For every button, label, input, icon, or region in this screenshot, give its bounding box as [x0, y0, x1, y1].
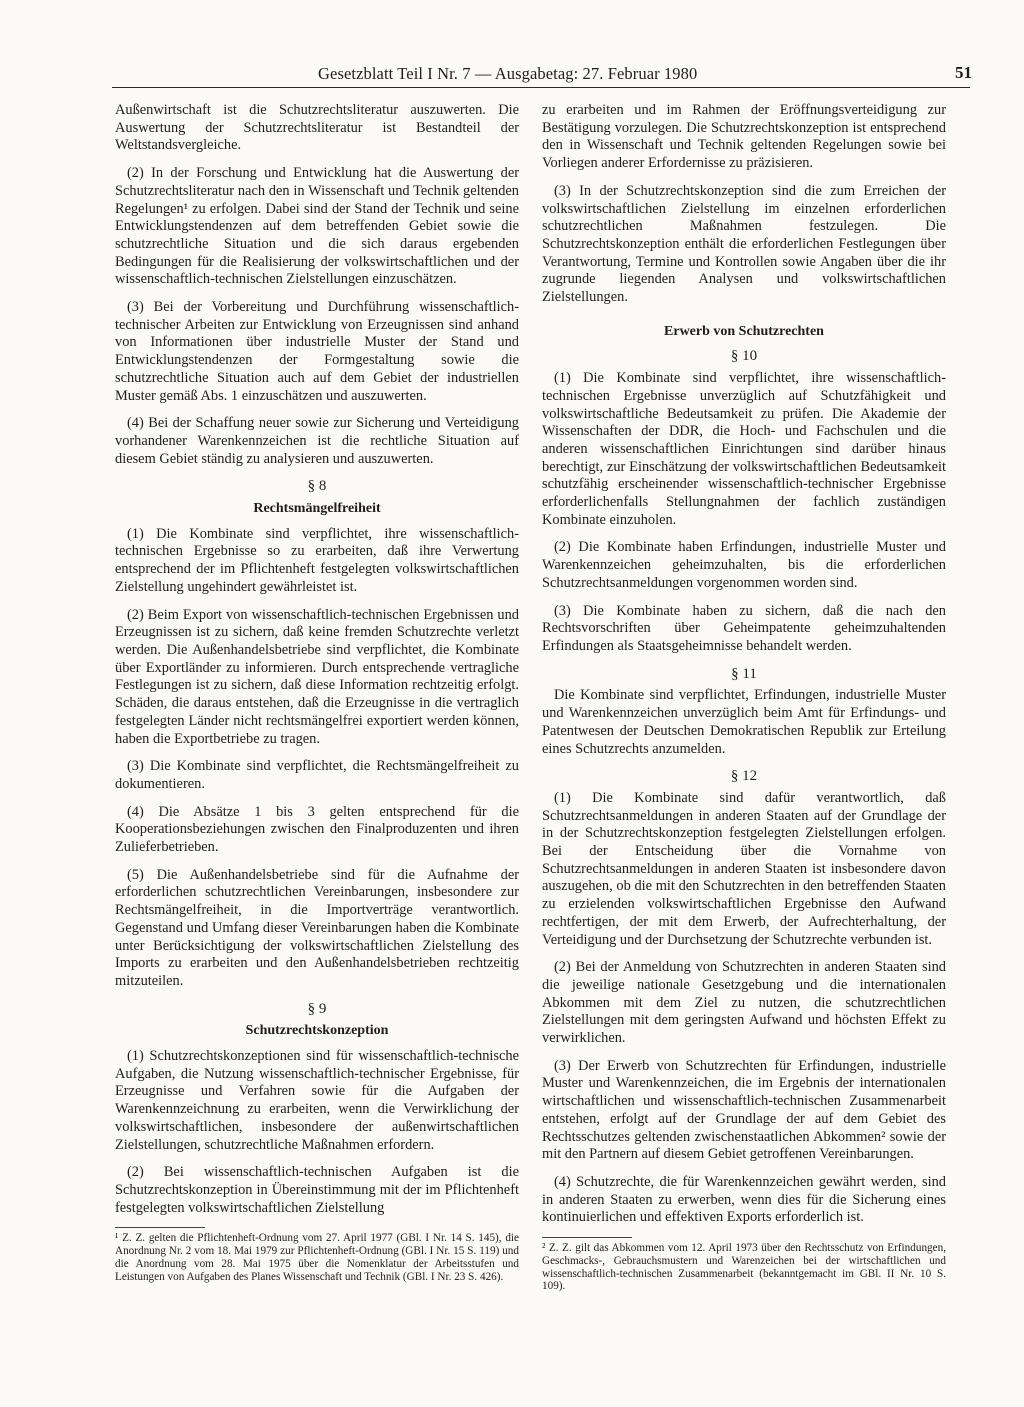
- gazette-title: Gesetzblatt Teil I Nr. 7 — Ausgabetag: 27. Februar 1980: [318, 64, 698, 83]
- paragraph: (1) Die Kombinate sind dafür verantwortlich, daß Schutzrechtsanmeldungen in anderen Staaten auf der Grundlage der in der Schutzrechtskonzeption festgelegten Zielstellungen erfolgen. Bei der Entscheidung über die Vornahme von Schutzrechtsanmeldungen in anderen Staaten ist insbesondere davon auszugehen, ob die mit den Schutzrechten in den betreffenden Staaten zu erzielenden volkswirtschaftlichen Ergebnisse den Aufwand rechtfertigen, der mit dem Erwerb, der Aufrechterhaltung, der Verteidigung und der Durchsetzung der Schutzrechte verbunden ist.: [542, 789, 946, 948]
- chapter-title: Erwerb von Schutzrechten: [664, 323, 824, 339]
- paragraph: (2) Bei wissenschaftlich-technischen Aufgaben ist die Schutzrechtskonzeption in Übereinstimmung mit der im Pflichtenheft festgelegten volkswirtschaftlichen Zielstellung: [115, 1164, 519, 1216]
- page-header: [0, 58, 1024, 88]
- footnote-rule: [115, 1227, 205, 1228]
- footnote: ¹ Z. Z. gelten die Pflichtenheft-Ordnung vom 27. April 1977 (GBl. I Nr. 14 S. 145), die Anordnung Nr. 2 vom 18. Mai 1979 zur Pflichtenheft-Ordnung (GBl. I Nr. 15 S. 119) und die Anordnung vom 28. Mai 1975 über die Nomenklatur der Arbeitsstufen und Leistungen von Aufgaben des Planes Wissenschaft und Technik (GBl. I Nr. 23 S. 426).: [115, 1232, 519, 1283]
- paragraph: (2) Bei der Anmeldung von Schutzrechten in anderen Staaten sind die jeweilige nationale Gesetzgebung und die internationalen Abkommen mit dem Ziel zu nutzen, die schutzrechtlichen Zielstellungen mit dem geringsten Aufwand und höchsten Effekt zu verwirklichen.: [542, 959, 946, 1047]
- right-column: [542, 102, 946, 1303]
- section-number: § 9: [307, 1000, 327, 1017]
- paragraph: (2) Beim Export von wissenschaftlich-technischen Ergebnissen und Erzeugnissen ist zu sichern, daß keine fremden Schutzrechte verletzt werden. Die Außenhandelsbetriebe sind verpflichtet, die Kombinate über Exportländer zu informieren. Durch entsprechende vertragliche Festlegungen ist zu sichern, daß diese Information rechtzeitig erfolgt. Schäden, die daraus entstehen, daß die Erzeugnisse in die vertraglich festgelegten Länder nicht rechtsmängelfrei exportiert werden können, haben die Exportbetriebe zu tragen.: [115, 606, 519, 747]
- paragraph: (4) Die Absätze 1 bis 3 gelten entsprechend für die Kooperationsbeziehungen zwischen den Finalproduzenten und ihren Zulieferbetrieben.: [115, 803, 519, 856]
- paragraph: (2) In der Forschung und Entwicklung hat die Auswertung der Schutzrechtsliteratur nach den in Wissenschaft und Technik geltenden Regelungen¹ zu erfolgen. Dabei sind der Stand der Technik und seine Entwicklungstendenzen auf dem betreffenden Gebiet sowie die schutzrechtliche Situation und die sich daraus ergebenden Bedingungen für die Realisierung der volkswirtschaftlichen und der wissenschaftlich-technischen Zielstellungen einzuschätzen.: [115, 165, 519, 288]
- section-number: § 12: [730, 768, 758, 785]
- paragraph: Die Kombinate sind verpflichtet, Erfindungen, industrielle Muster und Warenkennzeichen unverzüglich beim Amt für Erfindungs- und Patentwesen der Deutschen Demokratischen Republik zur Erteilung eines Schutzrechts anzumelden.: [542, 687, 946, 757]
- paragraph: (3) Der Erwerb von Schutzrechten für Erfindungen, industrielle Muster und Warenkennzeichen, die im Ergebnis der internationalen wirtschaftlichen und wissenschaftlich-technischen Zusammenarbeit entstehen, erfolgt auf der Grundlage der auf dem Gebiet des Rechtsschutzes geltenden zwischenstaatlichen Abkommen² sowie der mit den Partnern auf diesem Gebiet getroffenen Vereinbarungen.: [542, 1057, 946, 1163]
- paragraph: zu erarbeiten und im Rahmen der Eröffnungsverteidigung zur Bestätigung vorzulegen. Die Schutzrechtskonzeption ist entsprechend den in Wissenschaft und Technik geltenden Regelungen sowie bei Vorliegen anderer Erfordernisse zu präzisieren.: [542, 102, 946, 172]
- paragraph: (4) Schutzrechte, die für Warenkennzeichen gewährt werden, sind in anderen Staaten zu erwerben, wenn dies für die Sicherung eines kontinuierlichen und effektiven Exports erforderlich ist.: [542, 1173, 946, 1226]
- paragraph: (2) Die Kombinate haben Erfindungen, industrielle Muster und Warenkennzeichen geheimzuhalten, bis die erforderlichen Schutzrechtsanmeldungen vorgenommen worden sind.: [542, 539, 946, 591]
- paragraph: (1) Die Kombinate sind verpflichtet, ihre wissenschaftlich-technischen Ergebnisse unverzüglich auf Schutzfähigkeit und volkswirtschaftliche Bedeutsamkeit zu prüfen. Die Akademie der Wissenschaften der DDR, die Hoch- und Fachschulen und die anderen wissenschaftlichen Einrichtungen sind darüber hinaus berechtigt, zur Einschätzung der volkswirtschaftlichen Bedeutsamkeit schutzfähig erscheinender wissenschaftlich-technischer Ergebnisse erforderlichenfalls Stellungnahmen der fachlich zuständigen Kombinate einzuholen.: [542, 370, 946, 528]
- section-number: § 10: [730, 348, 758, 365]
- paragraph: (3) Die Kombinate sind verpflichtet, die Rechtsmängelfreiheit zu dokumentieren.: [115, 758, 519, 792]
- paragraph: Außenwirtschaft ist die Schutzrechtsliteratur auszuwerten. Die Auswertung der Schutzrechtsliteratur ist Bestandteil der Weltstandsvergleiche.: [115, 102, 519, 154]
- header-rule: [112, 87, 970, 88]
- paragraph: (3) In der Schutzrechtskonzeption sind die zum Erreichen der volkswirtschaftlichen Zielstellung im einzelnen erforderlichen schutzrechtlichen Maßnahmen festzulegen. Die Schutzrechtskonzeption enthält die erforderlichen Festlegungen über Verantwortung, Termine und Kontrollen sowie Angaben über die ihr zugrunde liegenden Analysen und volkswirtschaftlichen Zielstellungen.: [542, 182, 946, 306]
- section-number: § 11: [731, 665, 757, 682]
- page-number: 51: [955, 63, 972, 82]
- paragraph: (5) Die Außenhandelsbetriebe sind für die Aufnahme der erforderlichen schutzrechtlichen Vereinbarungen, insbesondere zur Rechtsmängelfreiheit, in die Importverträge verantwortlich. Gegenstand und Umfang dieser Vereinbarungen haben die Kombinate unter Berücksichtigung der volkswirtschaftlichen Zielstellung des Imports zu erarbeiten und den Außenhandelsbetrieben rechtzeitig mitzuteilen.: [115, 866, 519, 989]
- paragraph: (3) Die Kombinate haben zu sichern, daß die nach den Rechtsvorschriften über Geheimpatente geheimzuhaltenden Erfindungen als Staatsgeheimnisse behandelt werden.: [542, 602, 946, 654]
- left-column: [115, 102, 519, 1294]
- section-title: Schutzrechtskonzeption: [245, 1023, 389, 1039]
- paragraph: (4) Bei der Schaffung neuer sowie zur Sicherung und Verteidigung vorhandener Warenkennzeichen ist die rechtliche Situation auf diesem Gebiet ständig zu analysieren und auszuwerten.: [115, 415, 519, 467]
- section-number: § 8: [307, 478, 327, 495]
- footnote: ² Z. Z. gilt das Abkommen vom 12. April 1973 über den Rechtsschutz von Erfindungen, Geschmacks-, Gebrauchsmustern und Warenzeichen bei der wirtschaftlichen und wissenschaftlich-technischen Zusammenarbeit (bekanntgemacht im GBl. II Nr. 10 S. 109).: [542, 1242, 946, 1293]
- paragraph: (3) Bei der Vorbereitung und Durchführung wissenschaftlich-technischer Arbeiten zur Entwicklung von Erzeugnissen sind anhand von Informationen über industrielle Muster der Stand und Entwicklungstendenzen der Formgestaltung sowie die schutzrechtliche Situation auch auf dem Gebiet der industriellen Muster gemäß Abs. 1 einzuschätzen und auszuwerten.: [115, 299, 519, 404]
- section-title: Rechtsmängelfreiheit: [253, 501, 381, 517]
- paragraph: (1) Die Kombinate sind verpflichtet, ihre wissenschaftlich-technischen Ergebnisse so zu erarbeiten, daß ihre Verwertung entsprechend der im Pflichtenheft festgelegten volkswirtschaftlichen Zielstellung ungehindert gewährleistet ist.: [115, 525, 519, 595]
- footnote-rule: [542, 1237, 632, 1238]
- paragraph: (1) Schutzrechtskonzeptionen sind für wissenschaftlich-technische Aufgaben, die Nutzung wissenschaftlich-technischer Ergebnisse, für Erzeugnisse und Verfahren sowie für die Aufgaben der Warenkennzeichnung zu erarbeiten, wenn die Verwirklichung der volkswirtschaftlichen, insbesondere der außenwirtschaftlichen Zielstellungen, schutzrechtliche Maßnahmen erfordern.: [115, 1048, 519, 1153]
